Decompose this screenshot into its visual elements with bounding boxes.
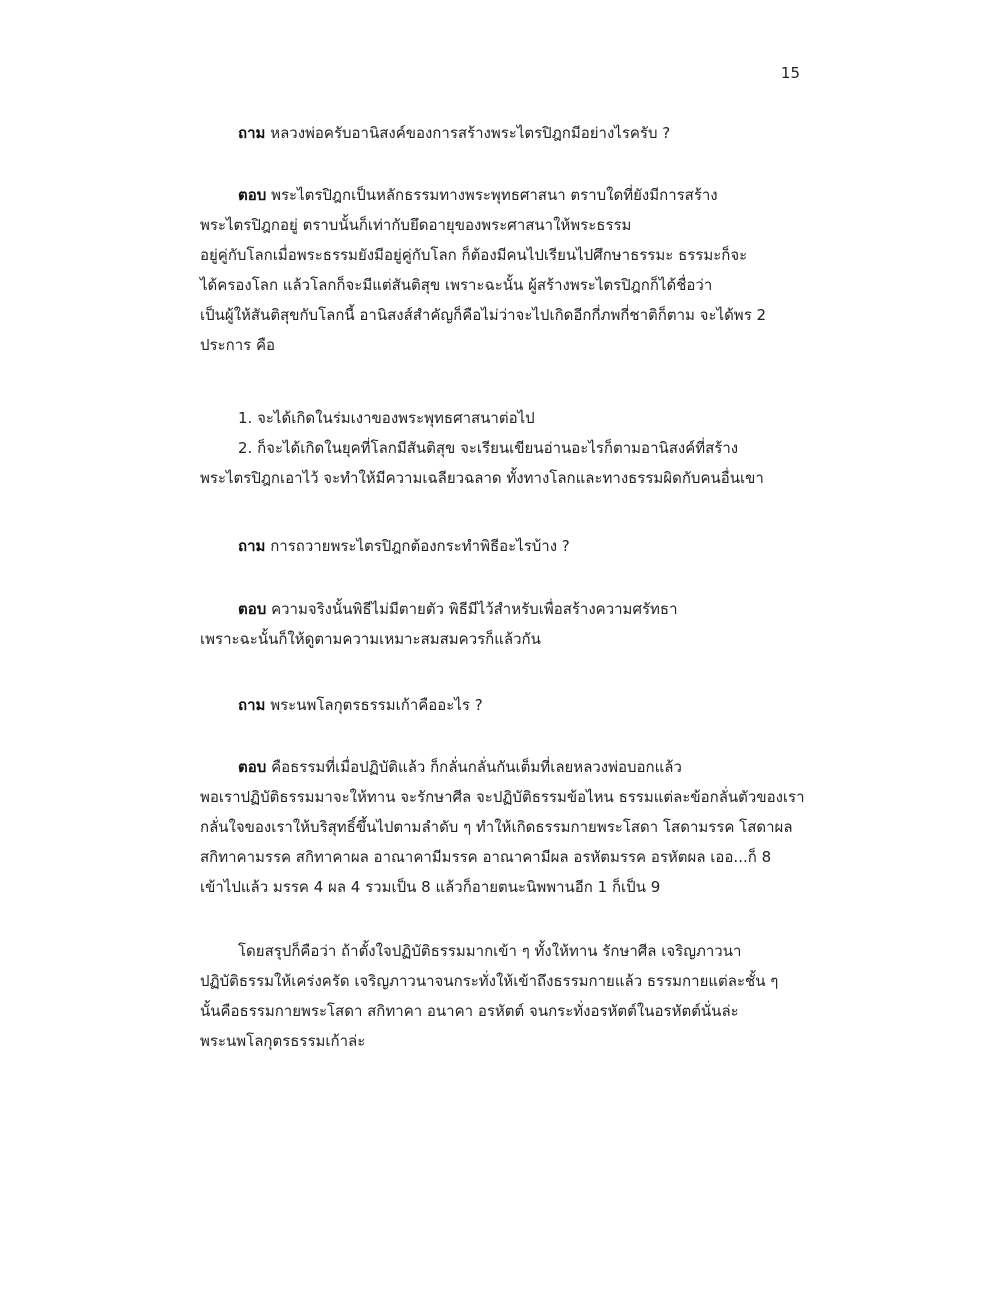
question-1-line	[200, 118, 820, 148]
answer-1	[200, 180, 820, 360]
question-2-text: การถวายพระไตรปิฎกต้องกระทำพิธีอะไรบ้าง ?	[270, 537, 570, 555]
answer-1-line-3: อยู่คู่กับโลกเมื่อพระธรรมยังมีอยู่คู่กับโลก ก็ต้องมีคนไปเรียนไปศึกษาธรรมะ ธรรมะก็จะ	[200, 246, 748, 264]
answer-1-line-2: พระไตรปิฎกอยู่ ตราบนั้นก็เท่ากับยึดอายุของพระศาสนาให้พระธรรม	[200, 216, 632, 234]
answer-3-text-1: คือธรรมที่เมื่อปฏิบัติแล้ว ก็กลั่นกลั่นกันเต็มที่เลยหลวงพ่อบอกแล้ว	[271, 758, 682, 776]
answer-2-line-2: เพราะฉะนั้นก็ให้ดูตามความเหมาะสมสมควรก็แล้วกัน	[200, 630, 541, 648]
answer-3-line-5: เข้าไปแล้ว มรรค 4 ผล 4 รวมเป็น 8 แล้วก็อายตนะนิพพานอีก 1 ก็เป็น 9	[200, 878, 661, 896]
answer-2-text-1: ความจริงนั้นพิธีไม่มีตายตัว พิธีมีไว้สำหรับเพื่อสร้างความศรัทธา	[271, 600, 678, 618]
summary-paragraph	[200, 936, 820, 1056]
answer-1-text-1: พระไตรปิฎกเป็นหลักธรรมทางพระพุทธศาสนา ตราบใดที่ยังมีการสร้าง	[271, 186, 718, 204]
question-label: ถาม	[238, 124, 266, 142]
question-2-line	[200, 531, 820, 561]
question-3	[200, 690, 820, 720]
answer-2	[200, 594, 820, 654]
answer-1-line-5: เป็นผู้ให้สันติสุขกับโลกนี้ อานิสงส์สำคัญก็คือไม่ว่าจะไปเกิดอีกกี่ภพกี่ชาติก็ตาม จะได้พร 2	[200, 306, 767, 324]
summary-line-2: ปฏิบัติธรรมให้เคร่งครัด เจริญภาวนาจนกระทั่งให้เข้าถึงธรรมกายแล้ว ธรรมกายแต่ละชั้น ๆ	[200, 972, 779, 990]
list-item-1: 1. จะได้เกิดในร่มเงาของพระพุทธศาสนาต่อไป	[238, 409, 535, 427]
answer-3-line-3: กลั่นใจของเราให้บริสุทธิ์ขึ้นไปตามลำดับ ๆ ทำให้เกิดธรรมกายพระโสดา โสดามรรค โสดาผล	[200, 818, 793, 836]
summary-line-3: นั้นคือธรรมกายพระโสดา สกิทาคา อนาคา อรหัตต์ จนกระทั่งอรหัตต์ในอรหัตต์นั่นล่ะ	[200, 1002, 739, 1020]
answer-3-line-1	[200, 752, 820, 782]
answer-label: ตอบ	[238, 186, 267, 204]
question-1-text: หลวงพ่อครับอานิสงค์ของการสร้างพระไตรปิฎกมีอย่างไรครับ ?	[270, 124, 671, 142]
answer-1-line-4: ได้ครองโลก แล้วโลกก็จะมีแต่สันติสุข เพราะฉะนั้น ผู้สร้างพระไตรปิฎกก็ได้ชื่อว่า	[200, 276, 713, 294]
benefit-list	[200, 403, 820, 493]
list-item-2: 2. ก็จะได้เกิดในยุคที่โลกมีสันติสุข จะเรียนเขียนอ่านอะไรก็ตามอานิสงค์ที่สร้าง	[238, 439, 739, 457]
question-2	[200, 531, 820, 561]
summary-line-1: โดยสรุปก็คือว่า ถ้าตั้งใจปฏิบัติธรรมมากเข้า ๆ ทั้งให้ทาน รักษาศีล เจริญภาวนา	[238, 942, 742, 960]
question-1	[200, 118, 820, 148]
answer-1-line-6: ประการ คือ	[200, 336, 276, 354]
answer-1-line-1	[200, 180, 820, 210]
page-number: 15	[780, 64, 800, 82]
answer-3	[200, 752, 820, 902]
question-3-text: พระนพโลกุตรธรรมเก้าคืออะไร ?	[270, 696, 483, 714]
question-label: ถาม	[238, 537, 266, 555]
answer-3-line-2: พอเราปฏิบัติธรรมมาจะให้ทาน จะรักษาศีล จะปฏิบัติธรรมข้อไหน ธรรมแต่ละข้อกลั่นตัวของเรา	[200, 788, 805, 806]
question-label: ถาม	[238, 696, 266, 714]
answer-2-line-1	[200, 594, 820, 624]
list-item-2-continued: พระไตรปิฎกเอาไว้ จะทำให้มีความเฉลียวฉลาด ทั้งทางโลกและทางธรรมผิดกับคนอื่นเขา	[200, 469, 764, 487]
summary-line-4: พระนพโลกุตรธรรมเก้าล่ะ	[200, 1032, 366, 1050]
answer-label: ตอบ	[238, 758, 267, 776]
answer-3-line-4: สกิทาคามรรค สกิทาคาผล อาณาคามีมรรค อาณาคามีผล อรหัตมรรค อรหัตผล เออ...ก็ 8	[200, 848, 772, 866]
answer-label: ตอบ	[238, 600, 267, 618]
question-3-line	[200, 690, 820, 720]
